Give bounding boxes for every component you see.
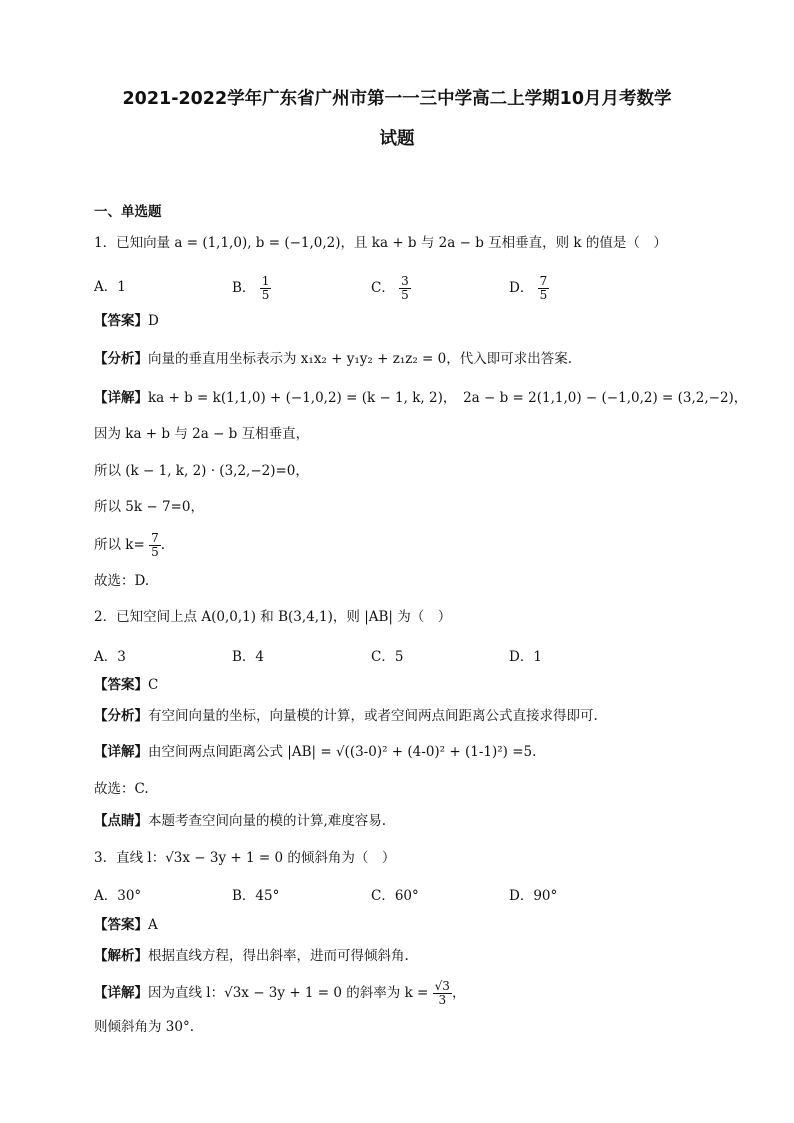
q1-option-c-fraction: $\frac{3}{5}$: [401, 274, 409, 302]
q1-option-b-fraction: $\frac{1}{5}$: [261, 274, 270, 302]
q1-detail-line-5: 所以 k= $\frac{7}{5}$ .: [94, 531, 166, 559]
section-heading: 一、单选题: [94, 204, 162, 220]
q1-detail-line-2: 因为 ka + b 与 2a − b 互相垂直，: [94, 426, 310, 442]
detail-text: 由空间两点间距离公式 |AB| = √((3-0)² + (4-0)² + (1-1)²) =5.: [148, 744, 537, 760]
answer-value: C: [148, 677, 159, 693]
q1-choice: 故选：D.: [94, 573, 150, 589]
answer-value: D: [148, 313, 159, 329]
document-title: 2021-2022学年广东省广州市第一一三中学高二上学期10月月考数学: [122, 89, 672, 109]
q2-answer: [94, 675, 158, 695]
analysis-text: 向量的垂直用坐标表示为 x₁x₂ + y₁y₂ + z₁z₂ = 0，代入即可求出答案.: [148, 351, 573, 367]
q2-comment: [94, 811, 386, 831]
q1-detail: [94, 388, 747, 408]
q1-detail-line-4: 所以 5k − 7=0，: [94, 499, 204, 515]
q3-option-d: D．90°: [509, 888, 558, 904]
detail-text: 因为直线 l：√3x − 3y + 1 = 0 的斜率为 k =: [148, 985, 429, 1001]
q1-option-b: [232, 275, 271, 302]
question-3-stem: 3．直线 l：√3x − 3y + 1 = 0 的倾斜角为（ ）: [94, 850, 396, 866]
answer-tag: 【答案】: [94, 313, 148, 329]
q1-answer: [94, 311, 159, 331]
detail-tag: 【详解】: [94, 744, 148, 760]
q2-analysis: [94, 706, 598, 726]
analysis-text: 根据直线方程，得出斜率，进而可得倾斜角.: [148, 948, 409, 964]
q3-conclusion: 则倾斜角为 30°.: [94, 1019, 195, 1035]
q3-option-a: A．30°: [94, 888, 142, 904]
q1-option-c: [371, 275, 411, 302]
comment-text: 本题考查空间向量的模的计算,难度容易.: [148, 813, 387, 829]
q1-detail-line-3: 所以 (k − 1, k, 2) · (3,2,−2)=0，: [94, 463, 309, 479]
q1-k-label: 所以 k=: [94, 537, 145, 553]
q2-detail: [94, 742, 536, 762]
q1-option-d-fraction: $\frac{7}{5}$: [539, 274, 548, 302]
comment-tag: 【点睛】: [94, 813, 148, 829]
q3-option-b: B．45°: [232, 888, 280, 904]
analysis-tag: 【分析】: [94, 708, 148, 724]
q1-option-d-label: D．: [509, 280, 534, 296]
q3-analysis: [94, 946, 409, 966]
detail-text: ka + b = k(1,1,0) + (−1,0,2) = (k − 1, k, 2)， 2a − b = 2(1,1,0) − (−1,0,2) = (3,2,−2)，: [148, 390, 748, 406]
q1-option-d: [509, 275, 549, 302]
q1-analysis: [94, 349, 572, 369]
q3-option-c: C．60°: [371, 888, 419, 904]
question-2-stem: 2．已知空间上点 A(0,0,1) 和 B(3,4,1)，则 |AB| 为（ ）: [94, 609, 452, 625]
q2-option-a: A．3: [94, 649, 126, 665]
q3-k-fraction: $\frac{√3}{3}$: [434, 979, 450, 1007]
detail-tag: 【详解】: [94, 390, 148, 406]
q1-option-b-label: B．: [232, 280, 256, 296]
q2-option-b: B．4: [232, 649, 265, 665]
q2-choice: 故选：C.: [94, 781, 149, 797]
detail-tag: 【详解】: [94, 985, 148, 1001]
q2-option-d: D．1: [509, 649, 542, 665]
q1-k-fraction: $\frac{7}{5}$: [151, 531, 159, 559]
q2-option-c: C．5: [371, 649, 404, 665]
analysis-tag: 【解析】: [94, 948, 148, 964]
answer-tag: 【答案】: [94, 677, 148, 693]
analysis-text: 有空间向量的坐标，向量模的计算，或者空间两点间距离公式直接求得即可.: [148, 708, 598, 724]
q1-option-c-label: C．: [371, 280, 395, 296]
answer-tag: 【答案】: [94, 917, 148, 933]
analysis-tag: 【分析】: [94, 351, 148, 367]
document-title-continued: 试题: [379, 129, 415, 149]
question-1-stem: 1．已知向量 a = (1,1,0), b = (−1,0,2)，且 ka + b 与 2a − b 互相垂直，则 k 的值是（ ）: [94, 235, 667, 251]
answer-value: A: [148, 917, 158, 933]
q1-option-a: A．1: [94, 279, 126, 295]
q3-answer: [94, 915, 158, 935]
q3-detail: 【详解】因为直线 l：√3x − 3y + 1 = 0 的斜率为 k = $\frac{√3}{3}$ ，: [94, 979, 466, 1007]
